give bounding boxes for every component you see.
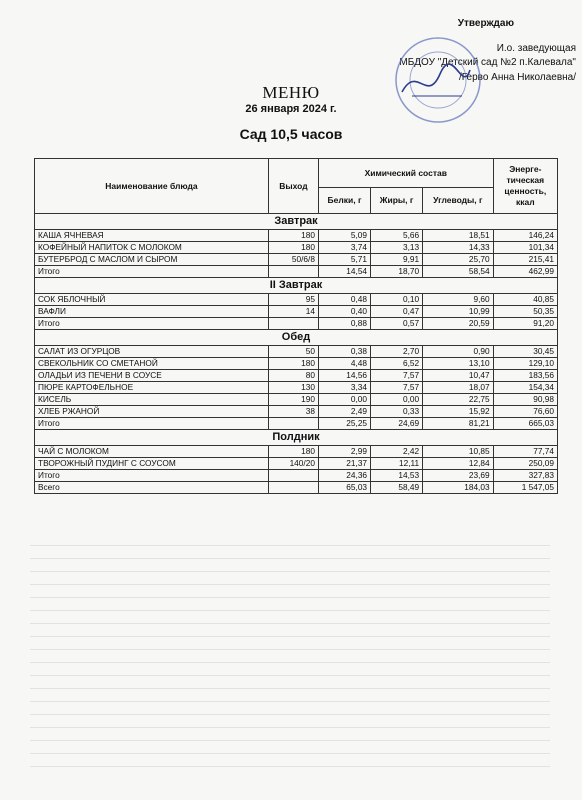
dish-protein: 21,37 [318, 458, 370, 470]
dish-fat: 5,66 [371, 230, 423, 242]
dish-carb: 25,70 [423, 254, 493, 266]
dish-protein: 5,09 [318, 230, 370, 242]
dish-row [35, 370, 558, 382]
dish-output: 80 [268, 370, 318, 382]
dish-name: ТВОРОЖНЫЙ ПУДИНГ С СОУСОМ [35, 458, 269, 470]
grand-total-energy: 1 547,05 [493, 482, 557, 494]
page-title: МЕНЮ [262, 83, 320, 102]
section-title: II Завтрак [35, 278, 558, 294]
approver-name: /Герво Анна Николаевна/ [458, 72, 576, 83]
dish-protein: 0,38 [318, 346, 370, 358]
dish-fat: 12,11 [371, 458, 423, 470]
dish-energy: 129,10 [493, 358, 557, 370]
dish-output: 50/6/8 [268, 254, 318, 266]
dish-name: СОК ЯБЛОЧНЫЙ [35, 294, 269, 306]
subtotal-energy: 91,20 [493, 318, 557, 330]
grand-total-protein: 65,03 [318, 482, 370, 494]
dish-carb: 22,75 [423, 394, 493, 406]
dish-output: 130 [268, 382, 318, 394]
subtotal-output [268, 266, 318, 278]
section-row [35, 330, 558, 346]
menu-table [34, 158, 558, 494]
subtotal-energy: 665,03 [493, 418, 557, 430]
grand-total-carb: 184,03 [423, 482, 493, 494]
dish-energy: 154,34 [493, 382, 557, 394]
dish-protein: 0,48 [318, 294, 370, 306]
dish-fat: 0,33 [371, 406, 423, 418]
dish-fat: 0,00 [371, 394, 423, 406]
section-row [35, 278, 558, 294]
dish-energy: 40,85 [493, 294, 557, 306]
subtotal-protein: 24,36 [318, 470, 370, 482]
dish-output: 180 [268, 358, 318, 370]
bleed-through-texture [30, 545, 550, 795]
dish-carb: 18,51 [423, 230, 493, 242]
subtotal-fat: 0,57 [371, 318, 423, 330]
dish-output: 140/20 [268, 458, 318, 470]
dish-energy: 90,98 [493, 394, 557, 406]
subtotal-label: Итого [35, 318, 269, 330]
dish-carb: 10,47 [423, 370, 493, 382]
col-header-output: Выход [268, 159, 318, 214]
dish-fat: 0,47 [371, 306, 423, 318]
dish-name: САЛАТ ИЗ ОГУРЦОВ [35, 346, 269, 358]
subtotal-label: Итого [35, 418, 269, 430]
dish-protein: 14,56 [318, 370, 370, 382]
col-header-energy: Энерге-тическая ценность, ккал [493, 159, 557, 214]
dish-fat: 7,57 [371, 382, 423, 394]
dish-name: КИСЕЛЬ [35, 394, 269, 406]
dish-protein: 3,74 [318, 242, 370, 254]
dish-energy: 146,24 [493, 230, 557, 242]
subtotal-fat: 14,53 [371, 470, 423, 482]
dish-energy: 77,74 [493, 446, 557, 458]
subtotal-protein: 14,54 [318, 266, 370, 278]
subtotal-row [35, 266, 558, 278]
dish-carb: 13,10 [423, 358, 493, 370]
dish-energy: 215,41 [493, 254, 557, 266]
dish-protein: 3,34 [318, 382, 370, 394]
dish-name: ОЛАДЬИ ИЗ ПЕЧЕНИ В СОУСЕ [35, 370, 269, 382]
subtotal-carb: 58,54 [423, 266, 493, 278]
dish-name: ПЮРЕ КАРТОФЕЛЬНОЕ [35, 382, 269, 394]
dish-output: 190 [268, 394, 318, 406]
dish-output: 180 [268, 230, 318, 242]
dish-row [35, 394, 558, 406]
section-row [35, 214, 558, 230]
dish-row [35, 254, 558, 266]
dish-row [35, 306, 558, 318]
subtotal-row [35, 470, 558, 482]
subtotal-carb: 20,59 [423, 318, 493, 330]
col-header-protein: Белки, г [318, 188, 370, 214]
menu-date: 26 января 2024 г. [245, 103, 337, 115]
dish-output: 14 [268, 306, 318, 318]
subtotal-row [35, 418, 558, 430]
col-header-fat: Жиры, г [371, 188, 423, 214]
dish-energy: 30,45 [493, 346, 557, 358]
dish-name: СВЕКОЛЬНИК СО СМЕТАНОЙ [35, 358, 269, 370]
organization-name: МБДОУ "Детский сад №2 п.Калевала" [399, 57, 576, 68]
dish-row [35, 346, 558, 358]
dish-row [35, 230, 558, 242]
subtotal-label: Итого [35, 266, 269, 278]
subtotal-carb: 23,69 [423, 470, 493, 482]
dish-output: 95 [268, 294, 318, 306]
dish-protein: 5,71 [318, 254, 370, 266]
menu-table-body [35, 214, 558, 494]
dish-protein: 0,00 [318, 394, 370, 406]
subtotal-output [268, 470, 318, 482]
dish-name: БУТЕРБРОД С МАСЛОМ И СЫРОМ [35, 254, 269, 266]
dish-row [35, 358, 558, 370]
subtotal-protein: 25,25 [318, 418, 370, 430]
section-title: Завтрак [35, 214, 558, 230]
dish-energy: 50,35 [493, 306, 557, 318]
dish-energy: 250,09 [493, 458, 557, 470]
dish-carb: 18,07 [423, 382, 493, 394]
grand-total-fat: 58,49 [371, 482, 423, 494]
dish-output: 180 [268, 446, 318, 458]
dish-energy: 183,56 [493, 370, 557, 382]
dish-row [35, 294, 558, 306]
dish-carb: 14,33 [423, 242, 493, 254]
col-header-carb: Углеводы, г [423, 188, 493, 214]
grand-total-label: Всего [35, 482, 269, 494]
dish-fat: 0,10 [371, 294, 423, 306]
dish-name: КАША ЯЧНЕВАЯ [35, 230, 269, 242]
dish-row [35, 446, 558, 458]
dish-fat: 9,91 [371, 254, 423, 266]
dish-row [35, 458, 558, 470]
dish-carb: 9,60 [423, 294, 493, 306]
dish-carb: 15,92 [423, 406, 493, 418]
dish-name: КОФЕЙНЫЙ НАПИТОК С МОЛОКОМ [35, 242, 269, 254]
dish-carb: 10,85 [423, 446, 493, 458]
dish-fat: 2,70 [371, 346, 423, 358]
subtotal-fat: 24,69 [371, 418, 423, 430]
dish-output: 38 [268, 406, 318, 418]
dish-name: ВАФЛИ [35, 306, 269, 318]
subtotal-output [268, 418, 318, 430]
dish-name: ЧАЙ С МОЛОКОМ [35, 446, 269, 458]
dish-row [35, 406, 558, 418]
dish-carb: 10,99 [423, 306, 493, 318]
section-row [35, 430, 558, 446]
dish-carb: 12,84 [423, 458, 493, 470]
subtotal-carb: 81,21 [423, 418, 493, 430]
dish-energy: 101,34 [493, 242, 557, 254]
dish-output: 50 [268, 346, 318, 358]
dish-protein: 2,99 [318, 446, 370, 458]
dish-fat: 3,13 [371, 242, 423, 254]
dish-fat: 6,52 [371, 358, 423, 370]
subtotal-output [268, 318, 318, 330]
dish-protein: 4,48 [318, 358, 370, 370]
dish-row [35, 382, 558, 394]
col-header-name: Наименование блюда [35, 159, 269, 214]
dish-carb: 0,90 [423, 346, 493, 358]
dish-protein: 2,49 [318, 406, 370, 418]
dish-energy: 76,60 [493, 406, 557, 418]
dish-row [35, 242, 558, 254]
dish-output: 180 [268, 242, 318, 254]
subtotal-energy: 327,83 [493, 470, 557, 482]
group-title: Сад 10,5 часов [239, 126, 343, 142]
subtotal-protein: 0,88 [318, 318, 370, 330]
grand-total-output [268, 482, 318, 494]
subtotal-energy: 462,99 [493, 266, 557, 278]
section-title: Полдник [35, 430, 558, 446]
subtotal-label: Итого [35, 470, 269, 482]
grand-total-row [35, 482, 558, 494]
approval-label: Утверждаю [457, 18, 514, 29]
subtotal-row [35, 318, 558, 330]
dish-protein: 0,40 [318, 306, 370, 318]
dish-fat: 7,57 [371, 370, 423, 382]
approver-position: И.о. заведующая [496, 43, 576, 54]
col-header-chem: Химический состав [318, 159, 493, 188]
dish-name: ХЛЕБ РЖАНОЙ [35, 406, 269, 418]
subtotal-fat: 18,70 [371, 266, 423, 278]
dish-fat: 2,42 [371, 446, 423, 458]
section-title: Обед [35, 330, 558, 346]
